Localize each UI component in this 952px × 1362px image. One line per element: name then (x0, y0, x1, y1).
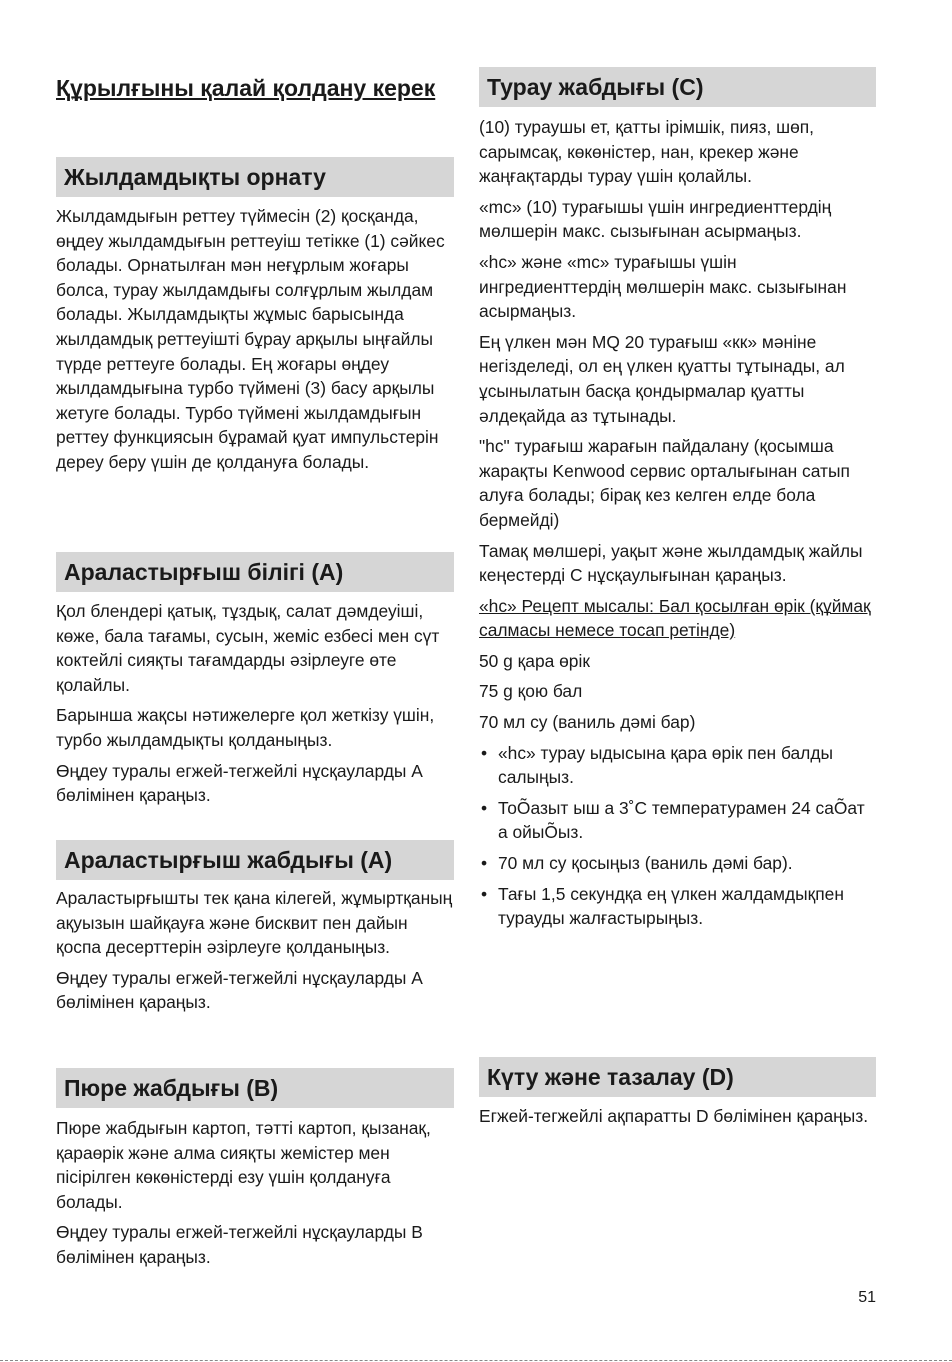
page-number: 51 (858, 1289, 876, 1306)
section-body-speed (56, 204, 454, 481)
ingredient-item: 70 мл су (ваниль дәмі бар) (479, 712, 696, 733)
section-heading-speed: Жылдамдықты орнату (56, 157, 454, 197)
recipe-step: • Тағы 1,5 секундқа ең үлкен жалдамдықпен турауды жалғастырыңыз. (479, 882, 876, 931)
paragraph: Өңдеу туралы егжей-тегжейлі нұсқауларды B бөлімінен қараңыз. (56, 1222, 423, 1267)
paragraph: Өңдеу туралы егжей-тегжейлі нұсқауларды A бөлімінен қараңыз. (56, 760, 422, 806)
ingredient-item: 50 g қара өрік (479, 650, 590, 671)
ingredient-item: 75 g қою бал (479, 681, 583, 702)
paragraph: «hc» және «mc» турағышы үшін ингредиенттердің мөлшерін макс. сызығынан асырмаңыз. (479, 251, 847, 322)
page-edge-divider (0, 1360, 952, 1361)
section-heading-chopper: Турау жабдығы (C) (479, 67, 876, 107)
section-heading-blender-shaft: Араластырғыш білігі (A) (56, 552, 454, 592)
paragraph: Өңдеу туралы егжей-тегжейлі нұсқауларды A бөлімінен қараңыз. (56, 967, 422, 1013)
section-heading-masher: Пюре жабдығы (B) (56, 1068, 454, 1108)
section-body-care-cleaning (479, 1104, 876, 1135)
recipe-step: • 70 мл су қосыңыз (ваниль дәмі бар). (479, 851, 876, 876)
recipe-title: «hc» Рецепт мысалы: Бал қосылған өрік (құймақ салмасы немесе тосап ретінде) (479, 595, 871, 641)
paragraph: Жылдамдығын реттеу түймесін (2) қосқанда, өңдеу жылдамдығын реттеуіш тетікке (1) сәйкес болады. Орнатылған мән неғұрлым жоғары болса, турау жылдамдығы солғұрлым жылдам болады. Жылдамдықты жұмыс барысында жылдамдық реттеуішті бұрау арқылы ыңғайлы түрде реттеуге болады. Ең жоғары өңдеу жылдамдығына турбо түймені (3) басу арқылы жетуге болады. Турбо түймені жылдамдығын реттеу функциясын бұрамай қуат импульстерін дереу беру үшін де қолдануға болады. (56, 206, 445, 472)
section-body-masher (56, 1116, 454, 1276)
paragraph: Пюре жабдығын картоп, тәтті картоп, қызанақ, қараөрік және алма сияқты жемістер мен пісірілген көкөністерді езу үшін қолдануға болады. (56, 1118, 431, 1212)
section-heading-care-cleaning: Күту және тазалау (D) (479, 1057, 876, 1097)
paragraph: Ең үлкен мән MQ 20 турағыш «кк» мәніне негізделеді, ол ең үлкен қуатты тұтынады, ал ұсынылатын басқа қондырмалар қуатты әлдеқайда аз тұтынады. (479, 331, 845, 426)
page-title: Құрылғыны қалай қолдану керек (56, 75, 436, 101)
recipe-step: • «hc» турау ыдысына қара өрік пен балды салыңыз. (479, 741, 876, 790)
paragraph: Барынша жақсы нәтижелерге қол жеткізу үшін, турбо жылдамдықты қолданыңыз. (56, 705, 435, 750)
paragraph: Араластырғышты тек қана кілегей, жұмыртқаның ақуызын шайқауға және бисквит пен дайын қоспа десерттерін әзірлеуге қолданыңыз. (56, 888, 453, 958)
section-body-whisk (56, 886, 454, 1021)
paragraph: Қол блендері қатық, тұздық, салат дәмдеуіші, көже, бала тағамы, сусын, жеміс езбесі мен сүт коктейлі сияқты тағамдарды әзірлеуге өте қолайлы. (56, 601, 440, 695)
paragraph: (10) тураушы ет, қатты ірімшік, пияз, шөп, сарымсақ, көкөністер, нан, крекер және жаңғақтарды турау үшін қолайлы. (479, 117, 814, 187)
section-body-chopper (479, 115, 876, 937)
recipe-steps-list (479, 741, 876, 931)
paragraph: Егжей-тегжейлі ақпаратты D бөлімінен қараңыз. (479, 1106, 869, 1126)
paragraph: "hc" турағыш жарағын пайдалану (қосымша жарақты Kenwood сервис орталығынан сатып алуға болады; бірақ кез келген елде бола бермейді) (479, 436, 850, 530)
section-heading-whisk: Араластырғыш жабдығы (A) (56, 840, 454, 880)
section-body-blender-shaft (56, 599, 454, 814)
paragraph: «mc» (10) турағышы үшін ингредиенттердің мөлшерін макс. сызығынан асырмаңыз. (479, 196, 832, 242)
paragraph: Тамақ мөлшері, уақыт және жылдамдық жайлы кеңестерді C нұсқаулығынан қараңыз. (479, 540, 863, 586)
recipe-step: • ТоÕазыт ыш а 3˚C температурамен 24 саÕат а ойыÕыз. (479, 796, 876, 845)
